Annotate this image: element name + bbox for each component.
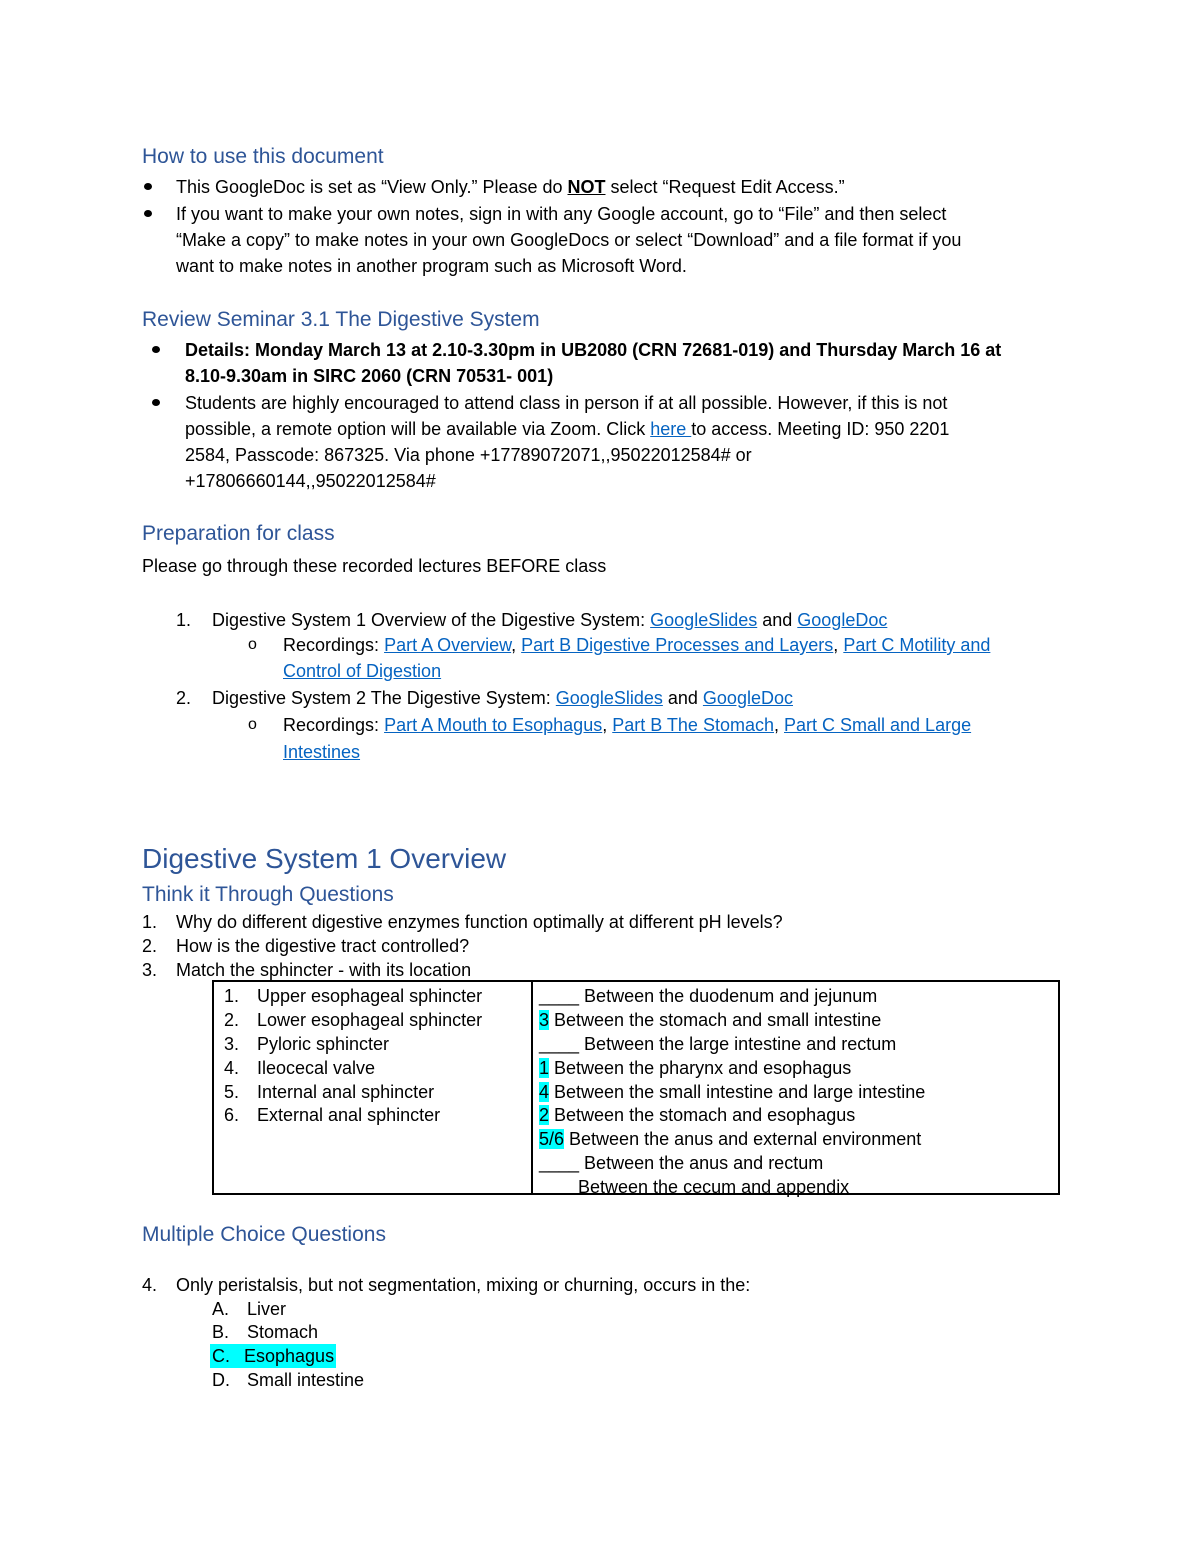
prep-item-2-number: 2. [176,688,192,708]
option-text[interactable]: Small intestine [247,1370,365,1390]
prep-item-1-doc-link[interactable]: GoogleDoc [797,610,888,630]
recording-link[interactable]: Part A Mouth to Esophagus [384,715,603,735]
question-number: 3. [142,960,158,980]
answer-highlight[interactable]: 2 [539,1105,550,1125]
bullet-icon [152,399,160,406]
prep-item-2-doc-link[interactable]: GoogleDoc [702,688,793,708]
location-row: 2 Between the stomach and esophagus [539,1105,856,1125]
option-letter: B. [212,1322,230,1342]
sphincter-number: 4. [224,1058,240,1078]
mcq-number: 4. [142,1275,158,1295]
prep-item-1-recordings: Recordings: Part A Overview, Part B Digestive Processes and Layers, Part C Motility and [283,635,991,655]
sphincter-name: Ileocecal valve [257,1058,376,1078]
review-bullet-2-line-4: +17806660144,,95022012584# [185,471,436,491]
answer-blank[interactable]: ____ [539,986,580,1006]
question-text: Match the sphincter - with its location [176,960,472,980]
how-bullet-1: This GoogleDoc is set as “View Only.” Please do NOT select “Request Edit Access.” [176,177,845,197]
location-row: 4 Between the small intestine and large intestine [539,1082,926,1102]
location-row: 5/6 Between the anus and external environment [539,1129,922,1149]
sphincter-name: Pyloric sphincter [257,1034,390,1054]
review-bullet-2-line-2: possible, a remote option will be available via Zoom. Click here to access. Meeting ID: 950 2201 [185,419,950,439]
prep-intro: Please go through these recorded lectures BEFORE class [142,556,607,576]
option-letter: D. [212,1370,230,1390]
heading-preparation: Preparation for class [142,522,335,545]
sphincter-name: Lower esophageal sphincter [257,1010,483,1030]
heading-mcq: Multiple Choice Questions [142,1223,386,1246]
recording-link[interactable]: Part A Overview [384,635,512,655]
heading-how-to-use: How to use this document [142,145,384,168]
prep-item-1-number: 1. [176,610,192,630]
recording-link[interactable]: Control of Digestion [283,661,442,681]
question-number: 2. [142,936,158,956]
sphincter-name: Internal anal sphincter [257,1082,435,1102]
prep-item-2-recordings-cont [283,740,360,764]
sphincter-number: 2. [224,1010,240,1030]
answer-blank[interactable]: ____ [539,1034,580,1054]
recording-link[interactable]: Part C Motility and [843,635,991,655]
answer-highlight[interactable]: 5/6 [539,1129,565,1149]
option-text: Esophagus [244,1346,335,1366]
bullet-icon [144,183,152,190]
question-text: Why do different digestive enzymes function optimally at different pH levels? [176,912,783,932]
location-row: ____ Between the large intestine and rectum [539,1034,897,1054]
review-bullet-2-line-3: 2584, Passcode: 867325. Via phone +17789072071,,95022012584# or [185,445,752,465]
location-row: Between the cecum and appendix [578,1177,850,1197]
prep-item-2: Digestive System 2 The Digestive System: GoogleSlides and GoogleDoc [212,688,793,708]
question-number: 1. [142,912,158,932]
prep-item-2-slides-link[interactable]: GoogleSlides [555,688,663,708]
mcq-question: Only peristalsis, but not segmentation, mixing or churning, occurs in the: [176,1275,751,1295]
answer-highlight[interactable]: 3 [539,1010,550,1030]
sub-bullet-icon: o [248,636,257,653]
sphincter-name: Upper esophageal sphincter [257,986,483,1006]
recording-link[interactable]: Part B Digestive Processes and Layers [521,635,834,655]
sphincter-number: 6. [224,1105,240,1125]
option-letter: C. [212,1346,230,1366]
option-text[interactable]: Liver [247,1299,287,1319]
heading-review-seminar: Review Seminar 3.1 The Digestive System [142,308,540,331]
review-details-line-1: Details: Monday March 13 at 2.10-3.30pm in UB2080 (CRN 72681-019) and Thursday March 16 at [185,340,1002,360]
heading-think-it-through: Think it Through Questions [142,883,394,906]
recording-link[interactable]: Part C Small and Large [784,715,972,735]
question-text: How is the digestive tract controlled? [176,936,470,956]
how-bullet-2-line-3: want to make notes in another program such as Microsoft Word. [176,256,687,276]
location-row: ____ Between the anus and rectum [539,1153,824,1173]
sphincter-number: 5. [224,1082,240,1102]
zoom-here-link[interactable]: here [650,419,692,439]
recording-link[interactable]: Intestines [283,742,361,762]
prep-item-1-slides-link[interactable]: GoogleSlides [650,610,758,630]
answer-blank[interactable]: ____ [539,1153,580,1173]
option-text[interactable]: Stomach [247,1322,319,1342]
how-bullet-2-line-2: “Make a copy” to make notes in your own GoogleDocs or select “Download” and a file format if you [176,230,962,250]
location-row: 3 Between the stomach and small intestine [539,1010,882,1030]
bullet-icon [144,210,152,217]
how-bullet-2-line-1: If you want to make your own notes, sign in with any Google account, go to “File” and then select [176,204,947,224]
option-selected-highlight[interactable] [210,1344,336,1368]
sphincter-name: External anal sphincter [257,1105,441,1125]
table-divider [531,982,533,1193]
location-row: ____ Between the duodenum and jejunum [539,986,878,1006]
review-bullet-2-line-1: Students are highly encouraged to attend class in person if at all possible. However, if this is not [185,393,948,413]
sphincter-number: 1. [224,986,240,1006]
option-letter: A. [212,1299,230,1319]
location-row: 1 Between the pharynx and esophagus [539,1058,852,1078]
prep-item-1-recordings-cont [283,659,441,683]
review-details-line-2: 8.10-9.30am in SIRC 2060 (CRN 70531- 001) [185,366,554,386]
recording-link[interactable]: Part B The Stomach [612,715,774,735]
prep-item-2-recordings: Recordings: Part A Mouth to Esophagus, Part B The Stomach, Part C Small and Large [283,715,972,735]
answer-highlight[interactable]: 1 [539,1058,550,1078]
sub-bullet-icon: o [248,716,257,733]
sphincter-number: 3. [224,1034,240,1054]
sphincter-match-table [212,980,1060,1195]
prep-item-1: Digestive System 1 Overview of the Digestive System: GoogleSlides and GoogleDoc [212,610,888,630]
answer-highlight[interactable]: 4 [539,1082,550,1102]
bullet-icon [152,346,160,353]
heading-ds1-overview: Digestive System 1 Overview [142,843,507,874]
